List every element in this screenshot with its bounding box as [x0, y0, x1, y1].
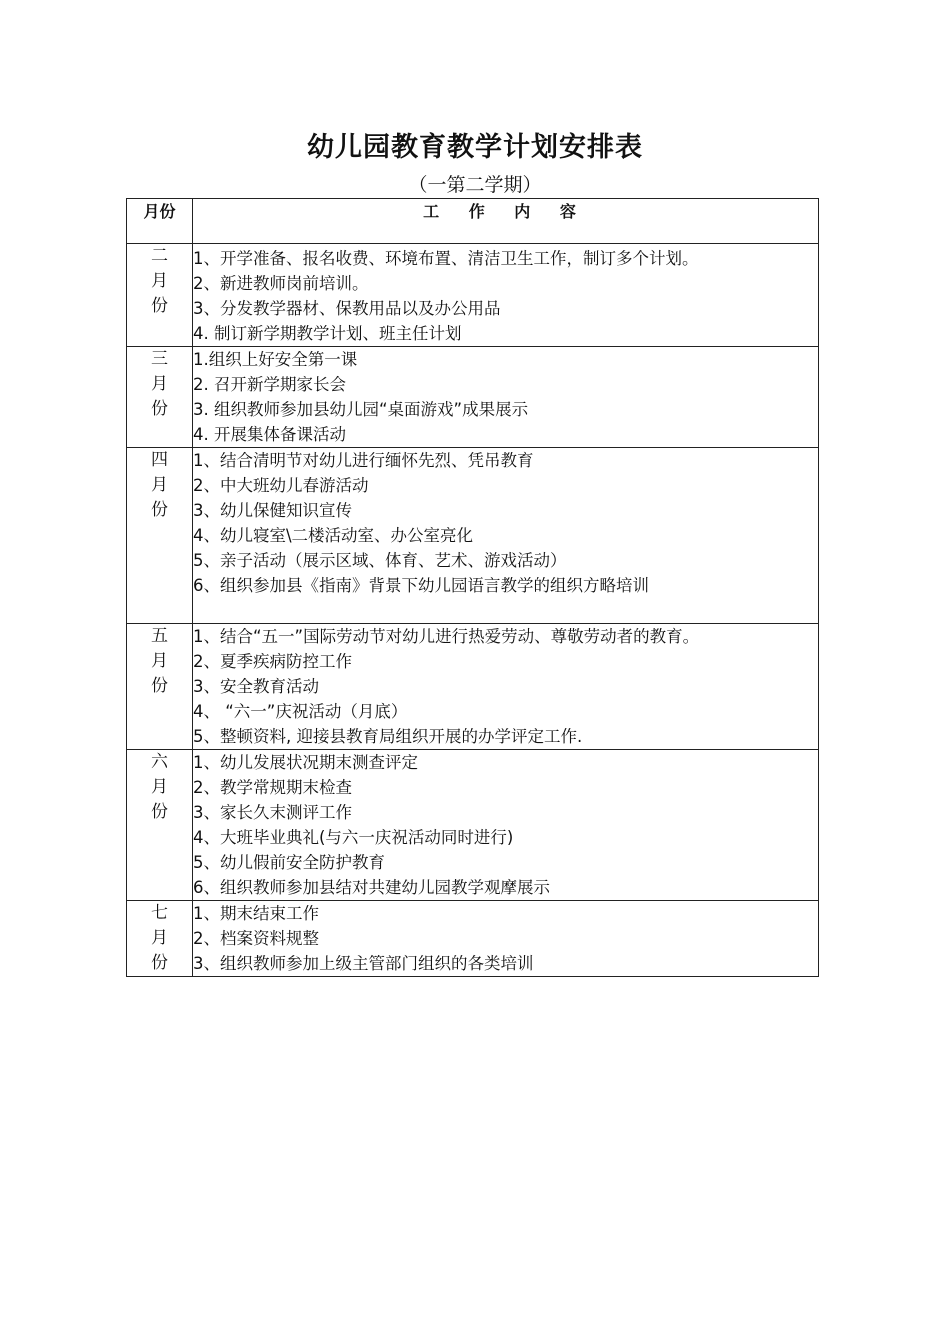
list-item: 1、开学准备、报名收费、环境布置、清洁卫生工作，制订多个计划。 — [193, 249, 699, 268]
month-char: 月 — [151, 928, 168, 948]
list-item: 2、教学常规期末检查 — [193, 778, 352, 797]
list-item: 3、分发教学器材、保教用品以及办公用品 — [193, 299, 501, 318]
content-cell — [193, 901, 819, 977]
list-item: 3、安全教育活动 — [193, 677, 319, 696]
list-item: 3、幼儿保健知识宣传 — [193, 501, 352, 520]
list-item: 3、家长久末测评工作 — [193, 803, 352, 822]
page-subtitle: （一第二学期） — [408, 174, 542, 196]
month-char: 五 — [151, 626, 168, 646]
month-char: 份 — [151, 676, 168, 696]
month-cell — [127, 448, 193, 624]
month-char: 份 — [151, 500, 168, 520]
month-char: 月 — [151, 777, 168, 797]
list-item: 4、幼儿寝室\二楼活动室、办公室亮化 — [193, 526, 474, 545]
month-char: 月 — [151, 475, 168, 495]
table-row — [127, 448, 819, 624]
list-item: 1、幼儿发展状况期末测查评定 — [193, 753, 418, 772]
content-cell — [193, 448, 819, 624]
month-char: 月 — [151, 374, 168, 394]
table-row — [127, 901, 819, 977]
plan-table — [126, 198, 819, 977]
list-item: 5、整顿资料, 迎接县教育局组织开展的办学评定工作. — [193, 727, 583, 746]
month-char: 二 — [151, 246, 168, 266]
month-char: 月 — [151, 651, 168, 671]
list-item: 4. 开展集体备课活动 — [193, 425, 346, 444]
table-row — [127, 750, 819, 901]
list-item: 4、大班毕业典礼(与六一庆祝活动同时进行) — [193, 828, 514, 847]
list-item: 2、夏季疾病防控工作 — [193, 652, 352, 671]
month-cell — [127, 347, 193, 448]
month-char: 份 — [151, 802, 168, 822]
content-cell — [193, 750, 819, 901]
content-cell — [193, 347, 819, 448]
month-cell — [127, 624, 193, 750]
list-item: 2、新进教师岗前培训。 — [193, 274, 369, 293]
list-item: 4. 制订新学期教学计划、班主任计划 — [193, 324, 462, 343]
list-item: 1、结合“五一”国际劳动节对幼儿进行热爱劳动、尊敬劳动者的教育。 — [193, 627, 700, 646]
list-item: 5、亲子活动（展示区域、体育、艺术、游戏活动） — [193, 551, 567, 570]
month-cell — [127, 244, 193, 347]
page-title: 幼儿园教育教学计划安排表 — [307, 132, 643, 163]
list-item: 1、期末结束工作 — [193, 904, 319, 923]
list-item: 1、结合清明节对幼儿进行缅怀先烈、凭吊教育 — [193, 451, 534, 470]
table-row — [127, 624, 819, 750]
month-cell — [127, 750, 193, 901]
list-item: 6、组织教师参加县结对共建幼儿园教学观摩展示 — [193, 878, 550, 897]
header-content: 工 作 内 容 — [193, 199, 819, 244]
month-char: 份 — [151, 296, 168, 316]
content-cell — [193, 244, 819, 347]
month-char: 份 — [151, 953, 168, 973]
month-char: 七 — [151, 903, 168, 923]
month-char: 六 — [151, 752, 168, 772]
month-cell — [127, 901, 193, 977]
table-row — [127, 347, 819, 448]
list-item: 5、幼儿假前安全防护教育 — [193, 853, 385, 872]
month-char: 份 — [151, 399, 168, 419]
list-item: 3、组织教师参加上级主管部门组织的各类培训 — [193, 954, 534, 973]
list-item: 1.组织上好安全第一课 — [193, 350, 358, 369]
list-item: 3. 组织教师参加县幼儿园“桌面游戏”成果展示 — [193, 400, 529, 419]
list-item: 4、 “六一”庆祝活动（月底） — [193, 702, 408, 721]
list-item: 2、中大班幼儿春游活动 — [193, 476, 369, 495]
month-char: 月 — [151, 271, 168, 291]
content-cell — [193, 624, 819, 750]
list-item: 2. 召开新学期家长会 — [193, 375, 346, 394]
header-month: 月份 — [127, 199, 193, 244]
table-row — [127, 244, 819, 347]
month-char: 四 — [151, 450, 168, 470]
month-char: 三 — [151, 349, 168, 369]
list-item: 2、档案资料规整 — [193, 929, 319, 948]
list-item: 6、组织参加县《指南》背景下幼儿园语言教学的组织方略培训 — [193, 576, 649, 595]
table-header-row — [127, 199, 819, 244]
